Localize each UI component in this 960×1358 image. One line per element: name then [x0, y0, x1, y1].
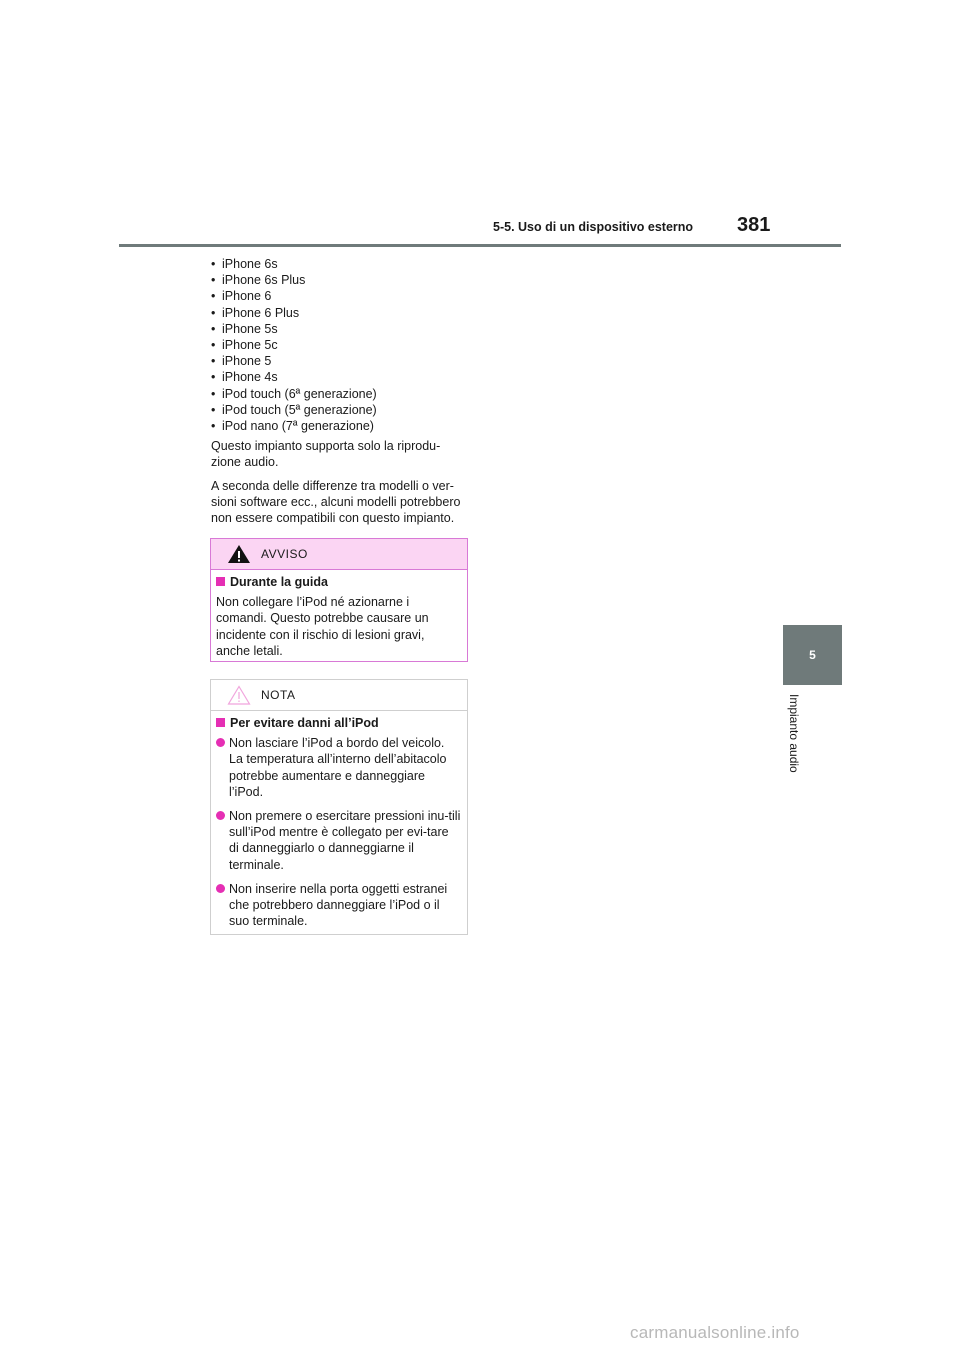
device-list — [211, 256, 469, 434]
square-bullet-icon — [216, 718, 225, 727]
chapter-title: Impianto audio — [787, 694, 801, 773]
note-header — [211, 680, 467, 711]
warning-header — [211, 539, 467, 570]
page-number: 381 — [737, 214, 771, 236]
note-body — [211, 711, 467, 929]
note-box — [210, 679, 468, 935]
note-item — [216, 881, 461, 930]
circle-bullet-icon — [216, 811, 225, 820]
note-subheading — [216, 715, 461, 731]
note-item — [216, 735, 461, 800]
warning-text: Non collegare l’iPod né azionarne i comandi. Questo potrebbe causare un incidente con il rischio di lesioni gravi, anche letali. — [216, 595, 429, 658]
section-title: 5-5. Uso di un dispositivo esterno — [493, 220, 694, 234]
list-item: • iPod touch (5ª generazione) — [211, 402, 469, 418]
warning-subheading-text: Durante la guida — [230, 575, 328, 589]
note-item — [216, 808, 461, 873]
note-item-text: Non premere o esercitare pressioni inu-tili sull’iPod mentre è collegato per evi-tare di danneggiarlo o danneggiarne il terminale. — [229, 809, 461, 872]
list-item: • iPhone 5c — [211, 337, 469, 353]
chapter-tab[interactable]: 5 — [783, 625, 842, 685]
list-item: • iPod touch (6ª generazione) — [211, 386, 469, 402]
main-column — [211, 256, 469, 526]
list-item: • iPhone 6 — [211, 288, 469, 304]
circle-bullet-icon — [216, 884, 225, 893]
paragraph-audio-only: Questo impianto supporta solo la riprodu-zione audio. — [211, 439, 441, 470]
list-item: • iPhone 5 — [211, 353, 469, 369]
warning-label: AVVISO — [261, 547, 308, 561]
list-item: • iPhone 6 Plus — [211, 305, 469, 321]
paragraph-compatibility: A seconda delle differenze tra modelli o ver-sioni software ecc., alcuni modelli potrebbero non essere compatibili con questo impianto. — [211, 478, 461, 526]
warning-box — [210, 538, 468, 662]
chapter-side-label — [787, 694, 815, 814]
circle-bullet-icon — [216, 738, 225, 747]
list-item: • iPhone 5s — [211, 321, 469, 337]
header-rule — [119, 244, 841, 247]
list-item: • iPhone 6s — [211, 256, 469, 272]
warning-body — [211, 570, 467, 659]
note-label: NOTA — [261, 688, 296, 702]
warning-subheading — [216, 574, 461, 590]
note-item-text: Non lasciare l’iPod a bordo del veicolo. La temperatura all’interno dell’abitacolo potrebbe aumentare e danneggiare l’iPod. — [229, 736, 447, 799]
watermark: carmanualsonline.info — [630, 1323, 800, 1342]
caution-triangle-icon — [227, 685, 251, 705]
list-item: • iPhone 6s Plus — [211, 272, 469, 288]
note-list — [216, 735, 461, 929]
list-item: • iPhone 4s — [211, 369, 469, 385]
note-item-text: Non inserire nella porta oggetti estranei che potrebbero danneggiare l’iPod o il suo terminale. — [229, 881, 448, 929]
warning-triangle-icon — [227, 544, 251, 564]
note-subheading-text: Per evitare danni all’iPod — [230, 716, 379, 730]
list-item: • iPod nano (7ª generazione) — [211, 418, 469, 434]
square-bullet-icon — [216, 577, 225, 586]
